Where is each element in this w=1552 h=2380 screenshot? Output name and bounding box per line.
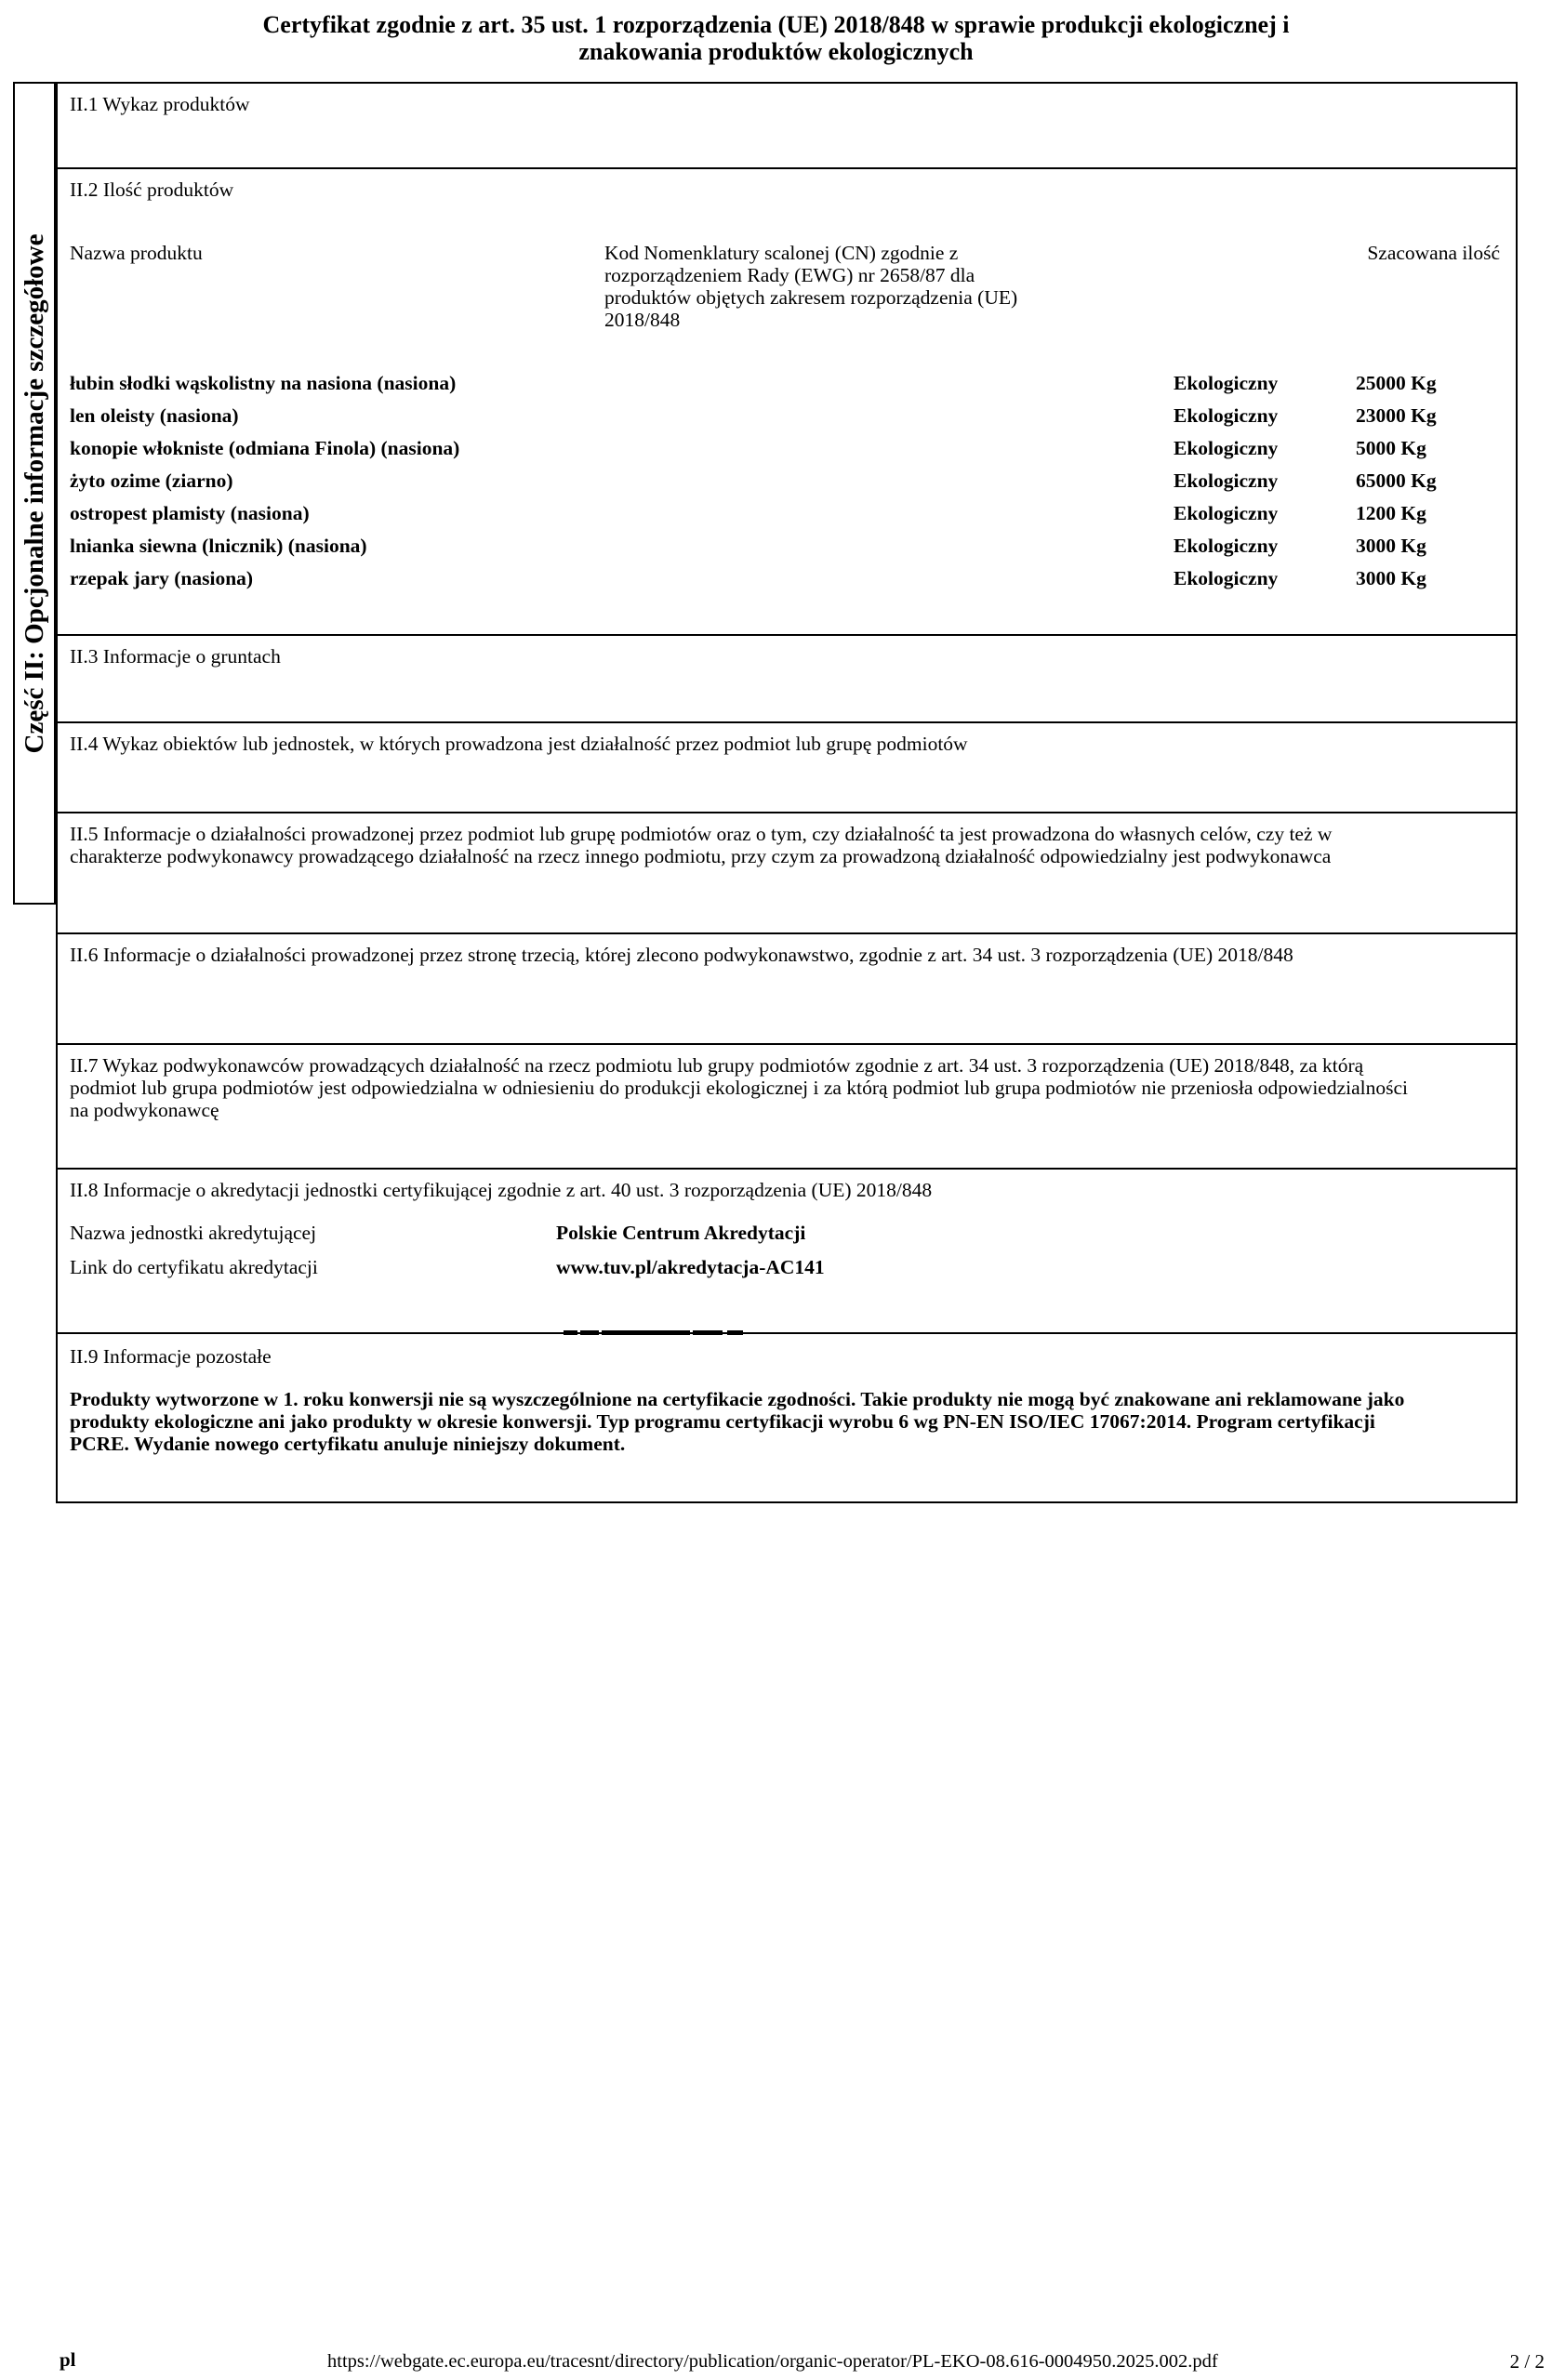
- product-quantity: 3000 Kg: [1356, 567, 1426, 589]
- scan-artifact-mark: [580, 1330, 599, 1335]
- document-title-line1: Certyfikat zgodnie z art. 35 ust. 1 rozporządzenia (UE) 2018/848 w sprawie produkcji ekologicznej i: [262, 11, 1290, 38]
- product-quantity: 3000 Kg: [1356, 535, 1426, 557]
- section-ii4: [56, 721, 1518, 813]
- conversion-note: Produkty wytworzone w 1. roku konwersji nie są wyszczególnione na certyfikacie zgodności. Takie produkty nie mogą być znakowane ani reklamowane jako produkty ekologiczne ani jako produkty w okresie konwersji. Typ programu certyfikacji wyrobu 6 wg PN-EN ISO/IEC 17067:2014. Program certyfikacji PCRE. Wydanie nowego certyfikatu anuluje niniejszy dokument.: [70, 1388, 1405, 1455]
- product-name: łubin słodki wąskolistny na nasiona (nasiona): [70, 372, 457, 394]
- document-title-line2: znakowania produktów ekologicznych: [578, 38, 974, 65]
- part-ii-sidebar: [13, 82, 56, 905]
- product-status: Ekologiczny: [1174, 469, 1279, 492]
- section-ii5: [56, 812, 1518, 934]
- table-row: [70, 469, 1502, 492]
- accreditation-name-value: Polskie Centrum Akredytacji: [556, 1222, 806, 1244]
- product-status: Ekologiczny: [1174, 404, 1279, 427]
- table-row: [70, 567, 1502, 589]
- table-row: [70, 404, 1502, 427]
- product-status: Ekologiczny: [1174, 372, 1279, 394]
- section-ii1: [56, 82, 1518, 169]
- section-ii4-title: II.4 Wykaz obiektów lub jednostek, w których prowadzona jest działalność przez podmiot lub grupę podmiotów: [70, 733, 968, 755]
- footer-url: https://webgate.ec.europa.eu/tracesnt/directory/publication/organic-operator/PL-EKO-08.616-0004950.2025.002.pdf: [327, 2351, 1218, 2372]
- product-rows: [70, 372, 1502, 589]
- product-name: rzepak jary (nasiona): [70, 567, 254, 589]
- scan-artifact-mark: [602, 1330, 690, 1335]
- section-ii5-title: II.5 Informacje o działalności prowadzonej przez podmiot lub grupę podmiotów oraz o tym, czy działalność ta jest prowadzona do własnych celów, czy też w charakterze podwykonawcy prowadzącego działalność na rzecz innego podmiotu, przy czym za prowadzoną działalność odpowiedzialny jest podwykonawca: [70, 823, 1333, 867]
- section-ii7: [56, 1043, 1518, 1170]
- section-ii8: [56, 1168, 1518, 1334]
- section-ii3-title: II.3 Informacje o gruntach: [70, 645, 281, 668]
- product-table-header: [70, 242, 1502, 331]
- accreditation-name-label: Nazwa jednostki akredytującej: [70, 1222, 317, 1244]
- product-quantity: 1200 Kg: [1356, 502, 1426, 524]
- product-status: Ekologiczny: [1174, 437, 1279, 459]
- column-header-product-name: Nazwa produktu: [70, 242, 203, 264]
- section-ii6-title: II.6 Informacje o działalności prowadzonej przez stronę trzecią, której zlecono podwykonawstwo, zgodnie z art. 34 ust. 3 rozporządzenia (UE) 2018/848: [70, 944, 1293, 966]
- product-name: ostropest plamisty (nasiona): [70, 502, 310, 524]
- product-name: len oleisty (nasiona): [70, 404, 239, 427]
- accreditation-link-label: Link do certyfikatu akredytacji: [70, 1256, 318, 1278]
- table-row: [70, 502, 1502, 524]
- scan-artifact-mark: [693, 1330, 723, 1335]
- table-row: [70, 535, 1502, 557]
- footer-page-number: 2 / 2: [1509, 2350, 1545, 2373]
- scan-artifact-mark: [564, 1330, 577, 1335]
- footer-language: pl: [60, 2348, 76, 2371]
- table-row: [70, 437, 1502, 459]
- document-title: [37, 11, 1515, 65]
- product-quantity: 5000 Kg: [1356, 437, 1426, 459]
- column-header-quantity: Szacowana ilość: [1367, 242, 1500, 264]
- section-ii9-title: II.9 Informacje pozostałe: [70, 1345, 272, 1368]
- section-ii7-title: II.7 Wykaz podwykonawców prowadzących działalność na rzecz podmiotu lub grupy podmiotów zgodnie z art. 34 ust. 3 rozporządzenia (UE) 2018/848, za którą podmiot lub grupa podmiotów jest odpowiedzialna w odniesieniu do produkcji ekologicznej i za którą podmiot lub grupa podmiotów nie przeniosła odpowiedzialności na podwykonawcę: [70, 1054, 1409, 1121]
- section-ii1-title: II.1 Wykaz produktów: [70, 93, 250, 115]
- section-ii3: [56, 634, 1518, 723]
- product-status: Ekologiczny: [1174, 535, 1279, 557]
- section-stack: [56, 82, 1518, 1503]
- section-ii8-title: II.8 Informacje o akredytacji jednostki certyfikującej zgodnie z art. 40 ust. 3 rozporządzenia (UE) 2018/848: [70, 1179, 933, 1201]
- accreditation-link-row: [70, 1256, 1502, 1278]
- product-name: żyto ozime (ziarno): [70, 469, 233, 492]
- product-quantity: 65000 Kg: [1356, 469, 1437, 492]
- column-header-cn-code: Kod Nomenklatury scalonej (CN) zgodnie z rozporządzeniem Rady (EWG) nr 2658/87 dla produktów objętych zakresem rozporządzenia (UE) 2018/848: [604, 242, 1018, 331]
- table-row: [70, 372, 1502, 394]
- part-ii-label: Część II: Opcjonalne informacje szczegółowe: [20, 233, 49, 753]
- section-ii9: [56, 1332, 1518, 1503]
- section-ii2-title: II.2 Ilość produktów: [70, 178, 234, 201]
- product-name: lnianka siewna (lnicznik) (nasiona): [70, 535, 367, 557]
- section-ii2: [56, 167, 1518, 636]
- product-name: konopie włokniste (odmiana Finola) (nasiona): [70, 437, 460, 459]
- product-quantity: 23000 Kg: [1356, 404, 1437, 427]
- accreditation-link-value: www.tuv.pl/akredytacja-AC141: [556, 1256, 825, 1278]
- scan-artifact-mark: [727, 1330, 743, 1335]
- accreditation-name-row: [70, 1222, 1502, 1244]
- product-quantity: 25000 Kg: [1356, 372, 1437, 394]
- product-status: Ekologiczny: [1174, 567, 1279, 589]
- product-status: Ekologiczny: [1174, 502, 1279, 524]
- section-ii6: [56, 932, 1518, 1045]
